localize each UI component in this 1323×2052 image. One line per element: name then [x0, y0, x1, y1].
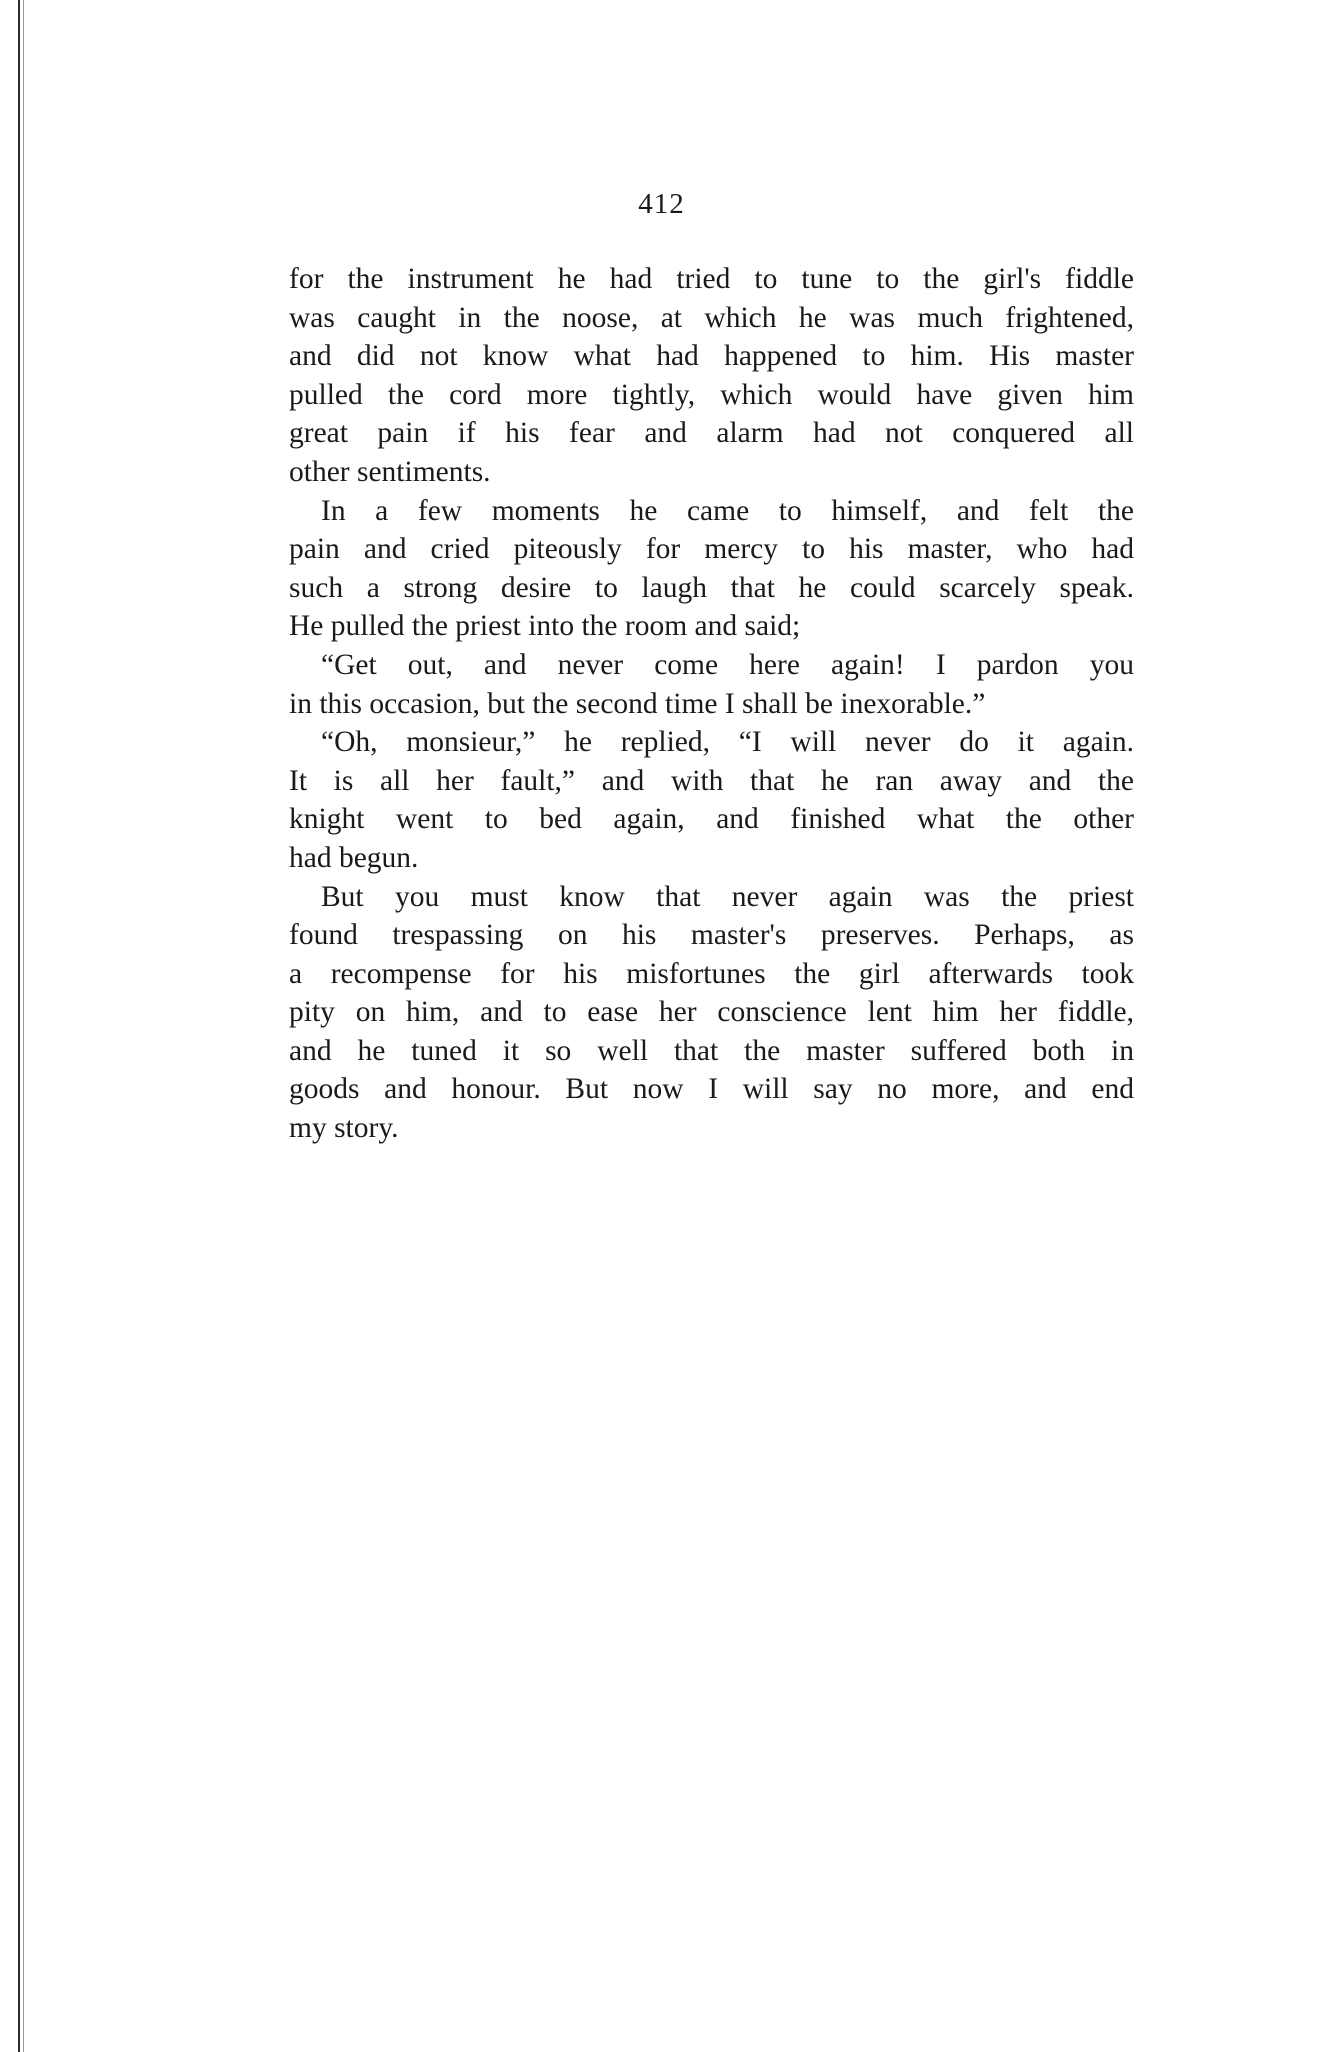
text-line: pain and cried piteously for mercy to his master, who had: [289, 533, 1134, 566]
text-line: He pulled the priest into the room and said;: [289, 610, 801, 643]
text-line: But you must know that never again was the priest: [321, 880, 1134, 913]
text-line: and he tuned it so well that the master suffered both in: [289, 1034, 1134, 1067]
paragraph: [289, 492, 1134, 646]
text-line: was caught in the noose, at which he was much frightened,: [289, 301, 1134, 334]
text-line: for the instrument he had tried to tune to the girl's fiddle: [289, 263, 1134, 295]
scan-binding-edge: [18, 0, 20, 2052]
body-text: [289, 260, 1134, 1148]
text-line: pulled the cord more tightly, which would have given him: [289, 378, 1134, 411]
text-line: In a few moments he came to himself, and felt the: [321, 494, 1134, 527]
text-line: my story.: [289, 1112, 399, 1145]
text-line: “Get out, and never come here again! I pardon you: [321, 648, 1134, 681]
paragraph: [289, 260, 1134, 492]
text-line: great pain if his fear and alarm had not conquered all: [289, 417, 1134, 450]
paragraph: [289, 878, 1134, 1148]
page-number: 412: [638, 188, 685, 220]
text-line: found trespassing on his master's preserves. Perhaps, as: [289, 919, 1134, 952]
text-line: goods and honour. But now I will say no more, and end: [289, 1073, 1134, 1106]
text-line: had begun.: [289, 841, 419, 874]
text-line: in this occasion, but the second time I shall be inexorable.”: [289, 687, 986, 720]
text-line: and did not know what had happened to him. His master: [289, 340, 1134, 373]
text-line: a recompense for his misfortunes the girl afterwards took: [289, 957, 1134, 990]
text-line: It is all her fault,” and with that he ran away and the: [289, 764, 1134, 797]
paragraph: [289, 646, 1134, 723]
text-line: pity on him, and to ease her conscience lent him her fiddle,: [289, 996, 1134, 1029]
text-line: “Oh, monsieur,” he replied, “I will never do it again.: [321, 726, 1134, 759]
scan-binding-shadow: [23, 0, 24, 2052]
paragraph: [289, 723, 1134, 877]
text-line: other sentiments.: [289, 455, 491, 488]
text-line: knight went to bed again, and finished what the other: [289, 803, 1134, 836]
text-line: such a strong desire to laugh that he could scarcely speak.: [289, 571, 1134, 604]
